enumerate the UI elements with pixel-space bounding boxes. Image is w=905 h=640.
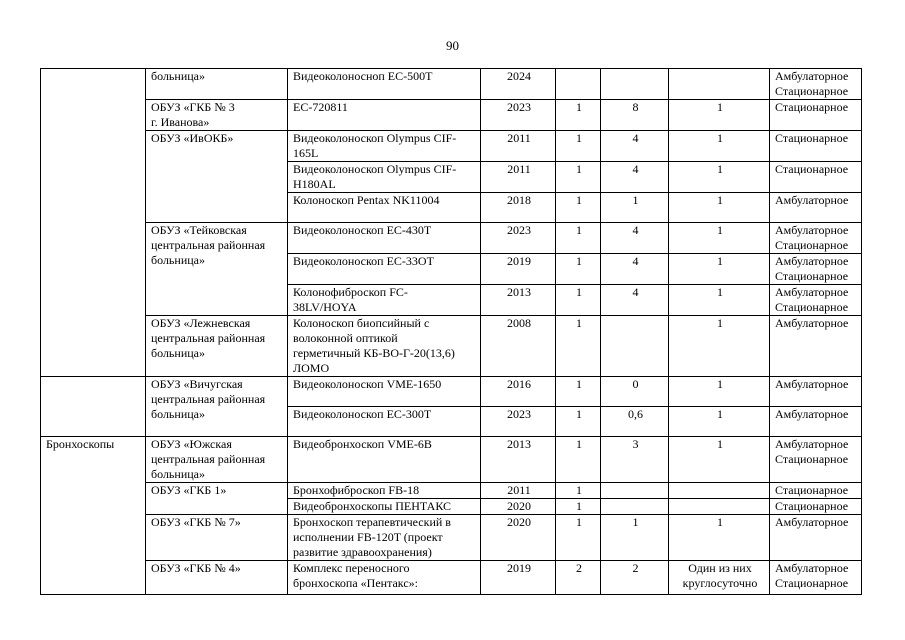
device-cell: Колонофиброскоп FC- 38LV/HOYA (288, 285, 481, 316)
mode-cell: Амбулаторное Стационарное (770, 223, 862, 254)
table-row (41, 223, 862, 254)
category-cell (41, 69, 146, 377)
count-cell: 1 (556, 407, 601, 437)
year-cell: 2023 (481, 100, 556, 131)
table-row (41, 377, 862, 407)
value-cell: 8 (601, 100, 669, 131)
organization-cell: ОБУЗ «ГКБ 1» (146, 483, 288, 515)
shift-cell: 1 (669, 377, 770, 407)
organization-cell: ОБУЗ «ГКБ № 7» (146, 515, 288, 561)
year-cell: 2020 (481, 499, 556, 515)
count-cell: 1 (556, 223, 601, 254)
count-cell (556, 69, 601, 100)
table-row (41, 483, 862, 499)
count-cell: 1 (556, 162, 601, 193)
device-cell: Колоноскоп Pentax NK11004 (288, 193, 481, 223)
organization-cell: ОБУЗ «Тейковская центральная районная больница» (146, 223, 288, 316)
value-cell: 4 (601, 223, 669, 254)
table-row (41, 316, 862, 377)
year-cell: 2018 (481, 193, 556, 223)
shift-cell: 1 (669, 100, 770, 131)
device-cell: Видеоколоноскоп Olympus CIF-H180AL (288, 162, 481, 193)
table-row (41, 515, 862, 561)
value-cell: 4 (601, 131, 669, 162)
organization-cell: ОБУЗ «ГКБ № 4» (146, 561, 288, 595)
mode-cell: Амбулаторное (770, 316, 862, 377)
shift-cell: 1 (669, 285, 770, 316)
device-cell: Видеоколоноскоп Olympus CIF-165L (288, 131, 481, 162)
mode-cell: Стационарное (770, 162, 862, 193)
value-cell: 4 (601, 254, 669, 285)
mode-cell: Амбулаторное (770, 193, 862, 223)
count-cell: 1 (556, 483, 601, 499)
value-cell (601, 483, 669, 499)
device-cell: Бронхофиброскоп FB-18 (288, 483, 481, 499)
value-cell: 4 (601, 162, 669, 193)
shift-cell: 1 (669, 131, 770, 162)
year-cell: 2016 (481, 377, 556, 407)
value-cell: 2 (601, 561, 669, 595)
mode-cell: Амбулаторное (770, 407, 862, 437)
mode-cell: Амбулаторное Стационарное (770, 285, 862, 316)
count-cell: 1 (556, 254, 601, 285)
device-cell: Видеоколоноскоп VME-1650 (288, 377, 481, 407)
count-cell: 1 (556, 515, 601, 561)
shift-cell (669, 483, 770, 499)
count-cell: 1 (556, 285, 601, 316)
table-row (41, 131, 862, 162)
mode-cell: Стационарное (770, 483, 862, 499)
value-cell (601, 316, 669, 377)
value-cell: 4 (601, 285, 669, 316)
device-cell: Видеоколоноскоп ЕС-430Т (288, 223, 481, 254)
mode-cell: Стационарное (770, 499, 862, 515)
device-cell: Видеоколоноскоп ЕС-300Т (288, 407, 481, 437)
device-cell: Видеоколоноскоп ЕС-33ОТ (288, 254, 481, 285)
organization-cell: ОБУЗ «ИвОКБ» (146, 131, 288, 223)
count-cell: 1 (556, 316, 601, 377)
year-cell: 2024 (481, 69, 556, 100)
count-cell: 1 (556, 437, 601, 483)
organization-cell: ОБУЗ «Южская центральная районная больница» (146, 437, 288, 483)
shift-cell: 1 (669, 193, 770, 223)
year-cell: 2019 (481, 254, 556, 285)
mode-cell: Амбулаторное Стационарное (770, 437, 862, 483)
organization-cell: больница» (146, 69, 288, 100)
organization-cell: ОБУЗ «Вичугская центральная районная больница» (146, 377, 288, 437)
value-cell: 1 (601, 193, 669, 223)
year-cell: 2020 (481, 515, 556, 561)
count-cell: 1 (556, 100, 601, 131)
table-row (41, 561, 862, 595)
mode-cell: Амбулаторное (770, 377, 862, 407)
year-cell: 2011 (481, 162, 556, 193)
value-cell (601, 499, 669, 515)
value-cell: 0 (601, 377, 669, 407)
table-row (41, 437, 862, 483)
category-cell (41, 377, 146, 437)
count-cell: 1 (556, 499, 601, 515)
value-cell: 3 (601, 437, 669, 483)
shift-cell: 1 (669, 162, 770, 193)
device-cell: Видеоколоносноп ЕС-500Т (288, 69, 481, 100)
mode-cell: Амбулаторное Стационарное (770, 69, 862, 100)
equipment-table (40, 68, 862, 595)
device-cell: Видеобронхоскоп VME-6B (288, 437, 481, 483)
table-row (41, 100, 862, 131)
count-cell: 2 (556, 561, 601, 595)
year-cell: 2023 (481, 407, 556, 437)
shift-cell: 1 (669, 316, 770, 377)
year-cell: 2011 (481, 483, 556, 499)
shift-cell: 1 (669, 437, 770, 483)
year-cell: 2008 (481, 316, 556, 377)
mode-cell: Амбулаторное (770, 515, 862, 561)
shift-cell: 1 (669, 515, 770, 561)
organization-cell: ОБУЗ «Лежневская центральная районная больница» (146, 316, 288, 377)
category-cell: Бронхоскопы (41, 437, 146, 595)
value-cell (601, 69, 669, 100)
page-number: 90 (446, 38, 459, 53)
value-cell: 0,6 (601, 407, 669, 437)
value-cell: 1 (601, 515, 669, 561)
device-cell: Комплекс переносного бронхоскопа «Пентакс»: (288, 561, 481, 595)
year-cell: 2013 (481, 437, 556, 483)
shift-cell (669, 69, 770, 100)
mode-cell: Стационарное (770, 100, 862, 131)
device-cell: ЕС-720811 (288, 100, 481, 131)
shift-cell: Один из них круглосуточно (669, 561, 770, 595)
device-cell: Колоноскоп биопсийный с волоконной оптикой герметичный КБ-ВО-Г-20(13,6) ЛОМО (288, 316, 481, 377)
count-cell: 1 (556, 131, 601, 162)
table-row (41, 69, 862, 100)
mode-cell: Амбулаторное Стационарное (770, 254, 862, 285)
shift-cell: 1 (669, 223, 770, 254)
year-cell: 2013 (481, 285, 556, 316)
organization-cell: ОБУЗ «ГКБ № 3 г. Иванова» (146, 100, 288, 131)
device-cell: Бронхоскоп терапевтический в исполнении FB-120T (проект развитие здравоохранения) (288, 515, 481, 561)
count-cell: 1 (556, 377, 601, 407)
shift-cell: 1 (669, 254, 770, 285)
shift-cell: 1 (669, 407, 770, 437)
year-cell: 2011 (481, 131, 556, 162)
mode-cell: Стационарное (770, 131, 862, 162)
mode-cell: Амбулаторное Стационарное (770, 561, 862, 595)
shift-cell (669, 499, 770, 515)
year-cell: 2019 (481, 561, 556, 595)
year-cell: 2023 (481, 223, 556, 254)
count-cell: 1 (556, 193, 601, 223)
device-cell: Видеобронхоскопы ПЕНТАКС (288, 499, 481, 515)
